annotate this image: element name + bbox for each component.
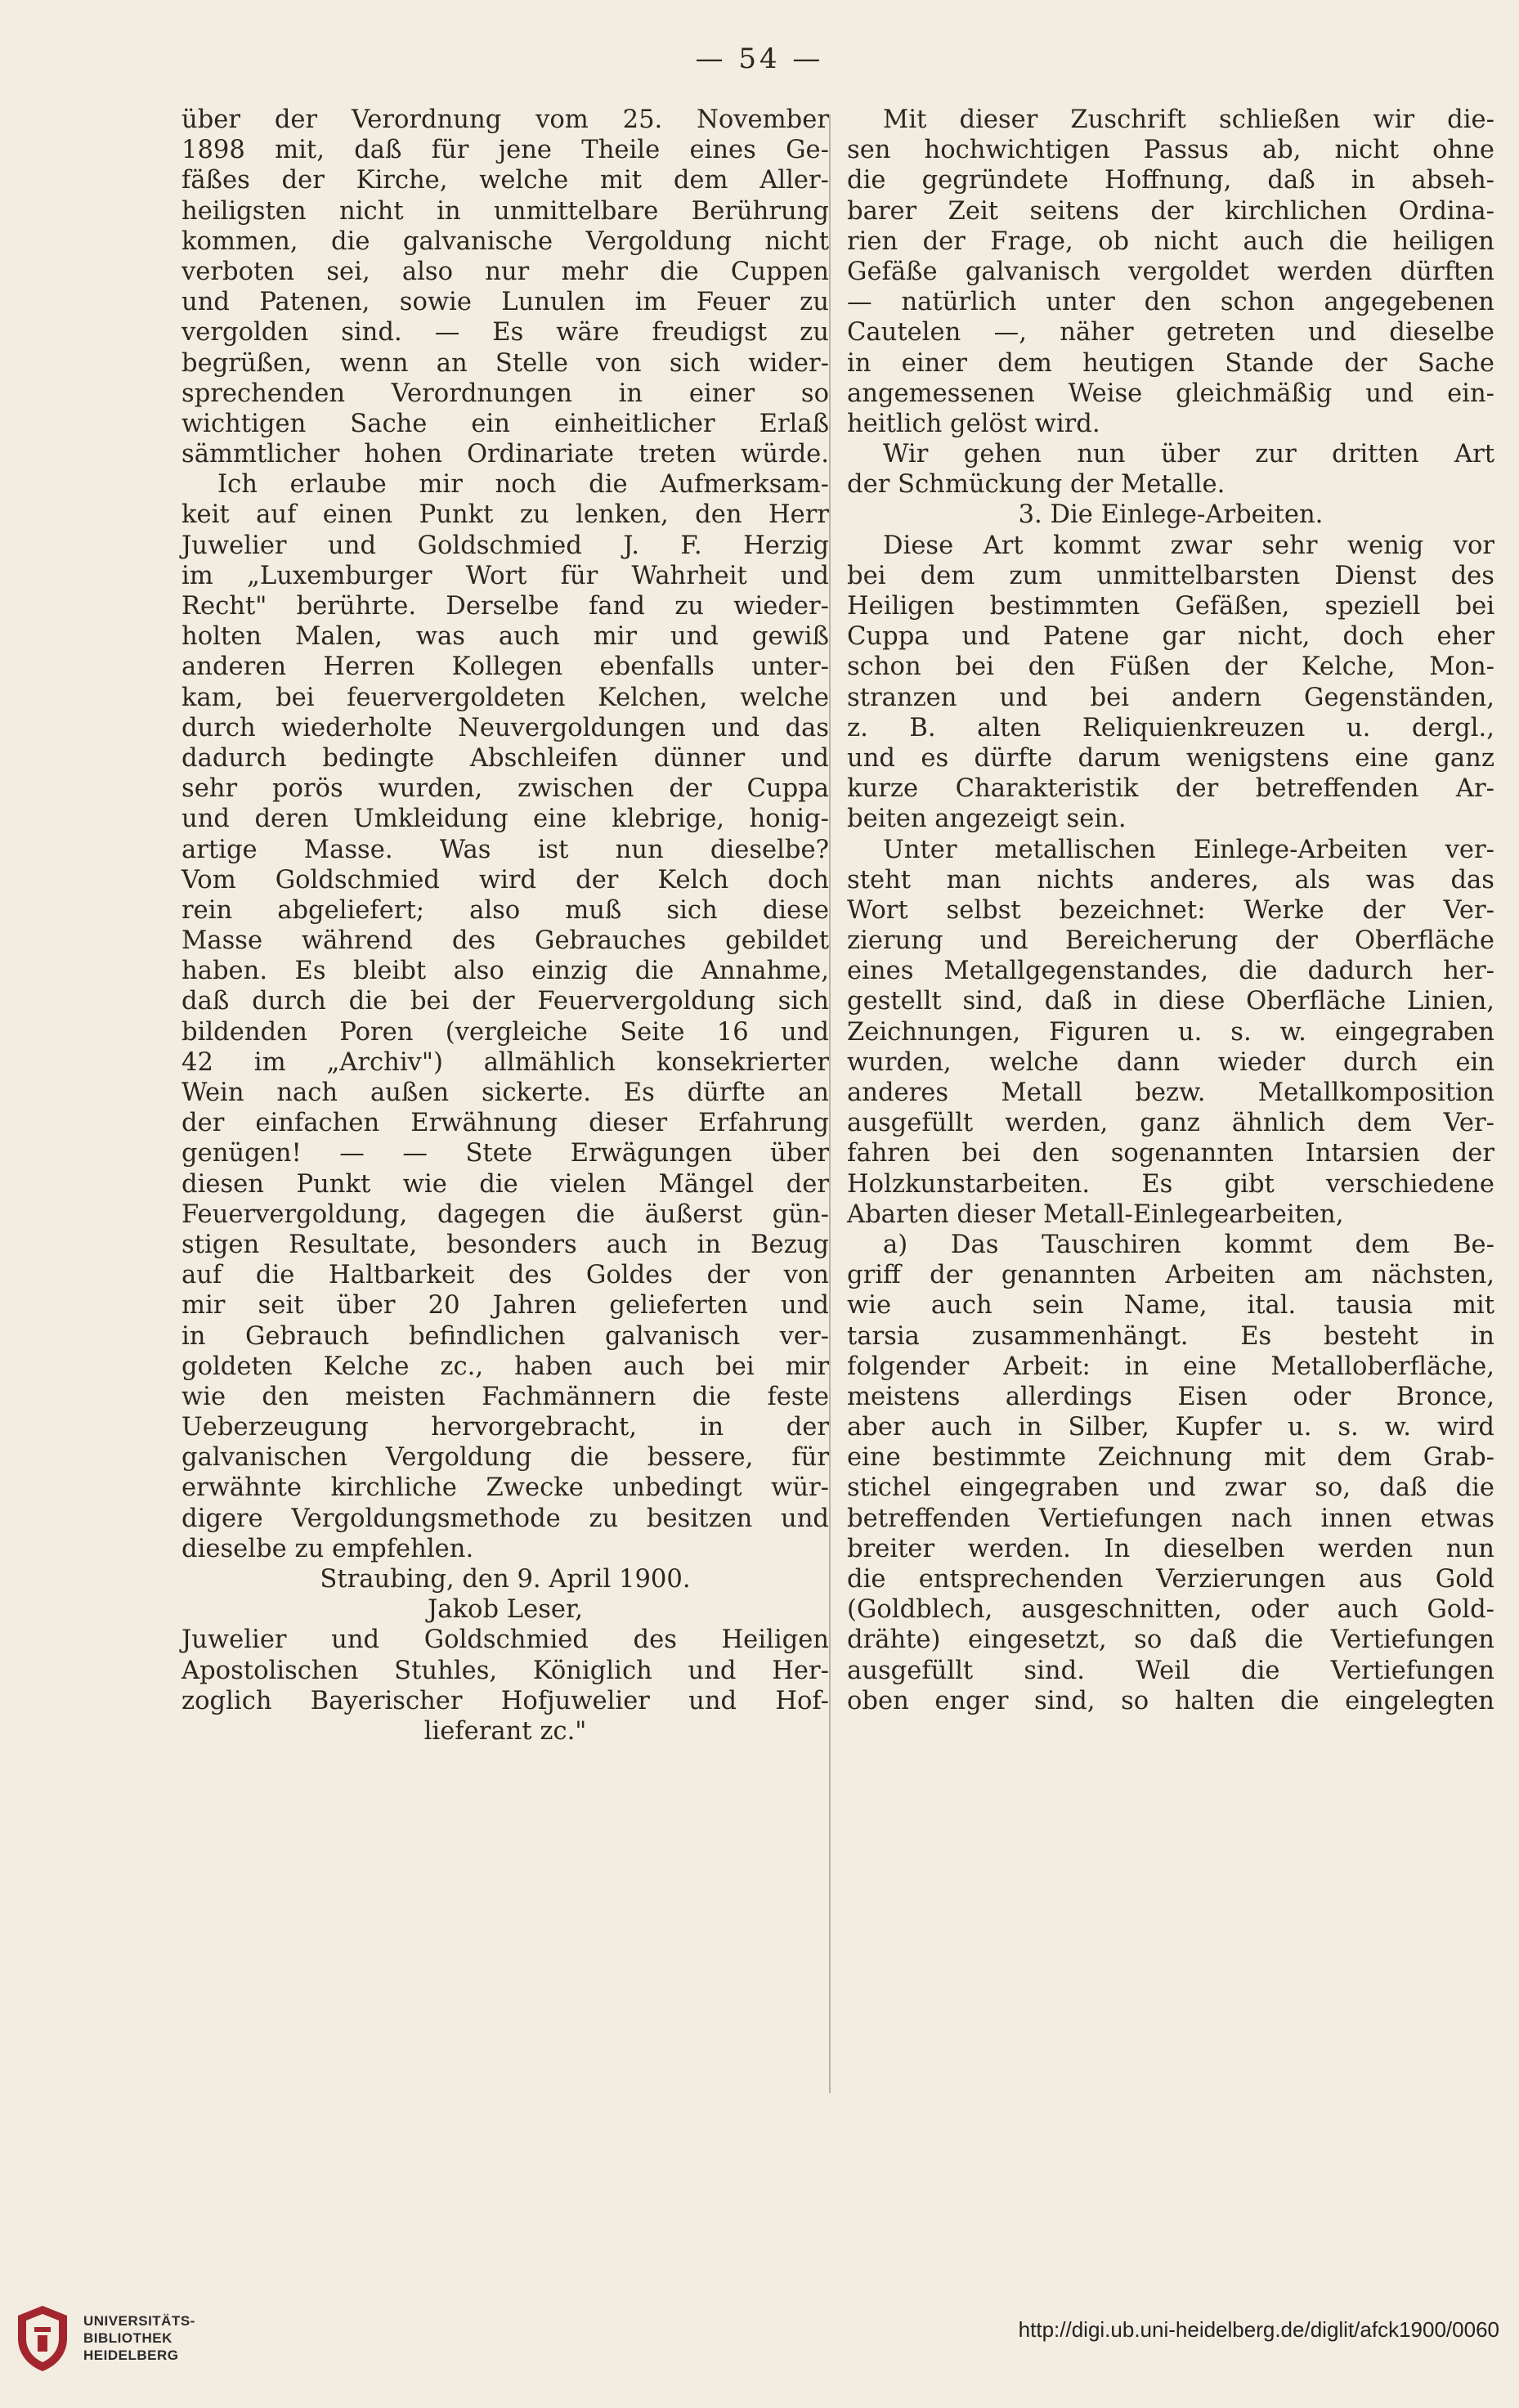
text-line: Recht" berührte. Derselbe fand zu wieder- [181,592,829,621]
text-line: genügen! — — Stete Erwägungen über [181,1139,829,1168]
text-line: Unter metallischen Einlege-Arbeiten ver- [883,835,1494,864]
text-line: in einer dem heutigen Stande der Sache [847,348,1494,378]
text-line: digere Vergoldungsmethode zu besitzen und [181,1504,829,1533]
text-line: barer Zeit seitens der kirchlichen Ordina- [847,196,1494,226]
text-line: Heiligen bestimmten Gefäßen, speziell bei [847,592,1494,621]
text-line: Vom Goldschmied wird der Kelch doch [181,865,829,895]
text-line: Masse während des Gebrauches gebildet [181,926,829,956]
text-line: holten Malen, was auch mir und gewiß [181,622,829,652]
text-line: angemessenen Weise gleichmäßig und ein- [847,379,1494,408]
text-line: Feuervergoldung, dagegen die äußerst gün- [181,1200,829,1229]
text-line: ausgefüllt werden, ganz ähnlich dem Ver- [847,1109,1494,1138]
text-line: eines Metallgegenstandes, die dadurch her- [847,957,1494,986]
text-line: Ueberzeugung hervorgebracht, in der [181,1413,829,1442]
text-line: stichel eingegraben und zwar so, daß die [847,1473,1494,1503]
text-line: galvanischen Vergoldung die bessere, für [181,1443,829,1473]
text-line: haben. Es bleibt also einzig die Annahme, [181,957,829,986]
text-line: Cuppa und Patene gar nicht, doch eher [847,622,1494,652]
text-line: diesen Punkt wie die vielen Mängel der [181,1169,829,1199]
text-line: sehr porös wurden, zwischen der Cuppa [181,774,829,804]
text-line: kam, bei feuervergoldeten Kelchen, welche [181,683,829,712]
text-line: Cautelen —, näher getreten und dieselbe [847,318,1494,348]
text-line: dadurch bedingte Abschleifen dünner und [181,743,829,773]
text-line: zoglich Bayerischer Hofjuwelier und Hof- [181,1686,829,1715]
text-line: z. B. alten Reliquienkreuzen u. dergl., [847,713,1494,742]
text-line: folgender Arbeit: in eine Metalloberfläche, [847,1352,1494,1381]
text-line: Diese Art kommt zwar sehr wenig vor [883,531,1494,560]
text-line: a) Das Tauschiren kommt dem Be- [883,1230,1494,1259]
text-line: fahren bei den sogenannten Intarsien der [847,1139,1494,1168]
text-line: heiligsten nicht in unmittelbare Berührung [181,196,829,226]
right-text-column [847,105,1494,1716]
library-name-line: HEIDELBERG [83,2347,179,2363]
text-line: — natürlich unter den schon angegebenen [847,288,1494,317]
text-line: stigen Resultate, besonders auch in Bezug [181,1230,829,1259]
text-line: tarsia zusammenhängt. Es besteht in [847,1321,1494,1351]
text-line: schon bei den Füßen der Kelche, Mon- [847,652,1494,682]
text-line: eine bestimmte Zeichnung mit dem Grab- [847,1443,1494,1473]
text-line: anderes Metall bezw. Metallkomposition [847,1078,1494,1107]
text-line: in Gebrauch befindlichen galvanisch ver- [181,1321,829,1351]
text-line: betreffenden Vertiefungen nach innen etwas [847,1504,1494,1533]
text-line: mir seit über 20 Jahren gelieferten und [181,1291,829,1321]
text-line: dieselbe zu empfehlen. [181,1534,474,1563]
text-line: kurze Charakteristik der betreffenden Ar- [847,774,1494,804]
library-name-line: BIBLIOTHEK [83,2330,173,2346]
text-line: Apostolischen Stuhles, Königlich und Her- [181,1656,829,1685]
text-line: anderen Herren Kollegen ebenfalls unter- [181,652,829,682]
text-line: verboten sei, also nur mehr die Cuppen [181,257,829,286]
column-divider [829,114,831,2093]
text-line: die entsprechenden Verzierungen aus Gold [847,1565,1494,1594]
text-line: wurden, welche dann wieder durch ein [847,1047,1494,1077]
left-text-column [181,105,829,1747]
text-line: steht man nichts anderes, als was das [847,865,1494,895]
text-line: 42 im „Archiv") allmählich konsekrierter [181,1047,829,1077]
text-line: Juwelier und Goldschmied J. F. Herzig [181,531,829,560]
source-url-link[interactable]: http://digi.ub.uni-heidelberg.de/diglit/afck1900/0060 [1018,2317,1499,2342]
text-line: kommen, die galvanische Vergoldung nicht [181,226,829,256]
text-line: sprechenden Verordnungen in einer so [181,379,829,408]
text-line: sen hochwichtigen Passus ab, nicht ohne [847,136,1494,165]
text-line: Wein nach außen sickerte. Es dürfte an [181,1078,829,1107]
page-number: — 54 — [695,43,824,75]
text-line: bildenden Poren (vergleiche Seite 16 und [181,1017,829,1047]
text-line: gestellt sind, daß in diese Oberfläche Linien, [847,987,1494,1016]
text-line: zierung und Bereicherung der Oberfläche [847,926,1494,956]
text-line: Holzkunstarbeiten. Es gibt verschiedene [847,1169,1494,1199]
text-line: Wort selbst bezeichnet: Werke der Ver- [847,895,1494,925]
text-line: und es dürfte darum wenigstens eine ganz [847,743,1494,773]
text-line: artige Masse. Was ist nun dieselbe? [181,835,829,864]
text-line: keit auf einen Punkt zu lenken, den Herr [181,500,829,530]
university-library-logo-icon [13,2303,72,2374]
text-line: heitlich gelöst wird. [847,409,1100,438]
text-line: bei dem zum unmittelbarsten Dienst des [847,561,1494,590]
text-line: beiten angezeigt sein. [847,805,1127,834]
text-line: lieferant zc." [423,1716,587,1746]
text-line: fäßes der Kirche, welche mit dem Aller- [181,166,829,195]
text-line: stranzen und bei andern Gegenständen, [847,683,1494,712]
text-line: meistens allerdings Eisen oder Bronce, [847,1382,1494,1411]
text-line: (Goldblech, ausgeschnitten, oder auch Gold- [847,1595,1494,1625]
text-line: goldeten Kelche zc., haben auch bei mir [181,1352,829,1381]
text-line: daß durch die bei der Feuervergoldung sich [181,987,829,1016]
text-line: auf die Haltbarkeit des Goldes der von [181,1261,829,1290]
text-line: erwähnte kirchliche Zwecke unbedingt wür- [181,1473,829,1503]
text-line: und deren Umkleidung eine klebrige, honig- [181,805,829,834]
text-line: Jakob Leser, [428,1595,583,1625]
text-line: vergolden sind. — Es wäre freudigst zu [181,318,829,348]
text-line: drähte) eingesetzt, so daß die Vertiefungen [847,1626,1494,1655]
text-line: im „Luxemburger Wort für Wahrheit und [181,561,829,590]
text-line: der Schmückung der Metalle. [847,470,1226,500]
text-line: 3. Die Einlege-Arbeiten. [1018,500,1324,530]
text-line: 1898 mit, daß für jene Theile eines Ge- [181,136,829,165]
library-name-line: UNIVERSITÄTS- [83,2313,195,2329]
text-line: Abarten dieser Metall-Einlegearbeiten, [847,1200,1344,1229]
library-name [83,2312,195,2364]
text-line: Straubing, den 9. April 1900. [320,1565,691,1594]
text-line: aber auch in Silber, Kupfer u. s. w. wird [847,1413,1494,1442]
text-line: der einfachen Erwähnung dieser Erfahrung [181,1109,829,1138]
text-line: wichtigen Sache ein einheitlicher Erlaß [181,409,829,438]
text-line: sämmtlicher hohen Ordinariate treten würde. [181,440,829,469]
text-line: wie auch sein Name, ital. tausia mit [847,1291,1494,1321]
footer [0,2298,1519,2388]
text-line: Wir gehen nun über zur dritten Art [883,440,1494,469]
text-line: griff der genannten Arbeiten am nächsten, [847,1261,1494,1290]
text-line: durch wiederholte Neuvergoldungen und das [181,713,829,742]
text-line: oben enger sind, so halten die eingelegten [847,1686,1494,1715]
text-line: Juwelier und Goldschmied des Heiligen [181,1626,829,1655]
text-line: Zeichnungen, Figuren u. s. w. eingegraben [847,1017,1494,1047]
text-line: wie den meisten Fachmännern die feste [181,1382,829,1411]
text-line: breiter werden. In dieselben werden nun [847,1534,1494,1563]
text-line: begrüßen, wenn an Stelle von sich wider- [181,348,829,378]
text-line: über der Verordnung vom 25. November [181,105,829,134]
text-line: die gegründete Hoffnung, daß in abseh- [847,166,1494,195]
text-line: ausgefüllt sind. Weil die Vertiefungen [847,1656,1494,1685]
text-line: rien der Frage, ob nicht auch die heiligen [847,226,1494,256]
text-line: Mit dieser Zuschrift schließen wir die- [883,105,1494,134]
text-line: Ich erlaube mir noch die Aufmerksam- [217,470,829,500]
text-line: rein abgeliefert; also muß sich diese [181,895,829,925]
text-line: Gefäße galvanisch vergoldet werden dürften [847,257,1494,286]
text-line: und Patenen, sowie Lunulen im Feuer zu [181,288,829,317]
